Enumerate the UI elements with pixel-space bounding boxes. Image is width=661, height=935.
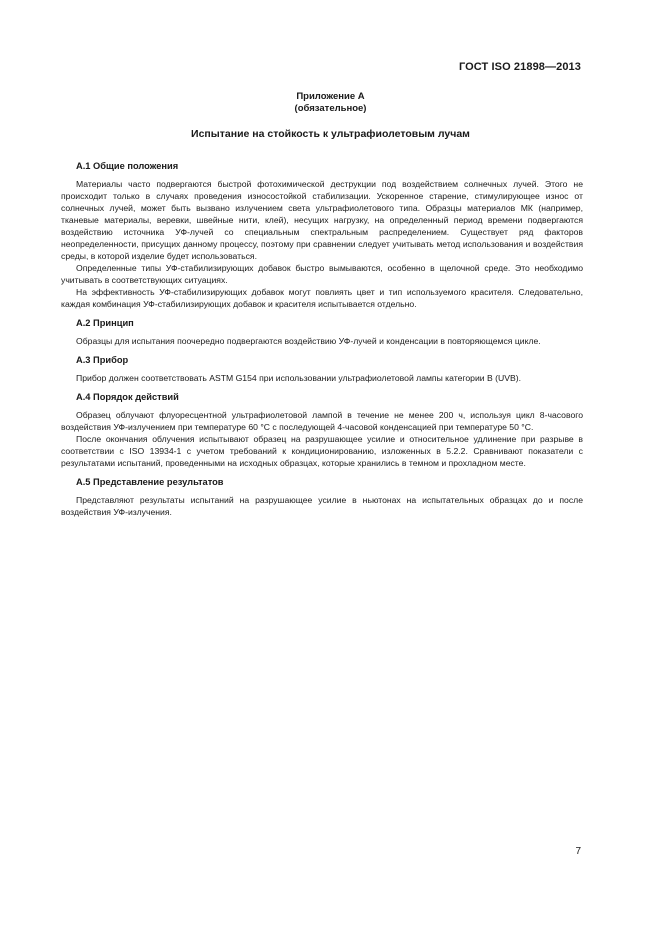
annex-title: Приложение А: [296, 91, 365, 102]
section-heading: А.3 Прибор: [76, 355, 129, 365]
paragraph: После окончания облучения испытывают образец на разрушающее усилие и относительное удлинение при разрыве в соответствии с ISO 13934-1 с учетом требований к кондиционированию, изложенных в 5.2.2. Сравнивают показатели с результатами испытаний, проведенными на исходных образцах, которые хранились в темном и прохладном месте.: [61, 434, 583, 468]
annex-heading: Испытание на стойкость к ультрафиолетовым лучам: [191, 128, 470, 140]
paragraph: Образцы для испытания поочередно подвергаются воздействию УФ-лучей и конденсации в повторяющемся цикле.: [76, 336, 541, 346]
standard-designation: ГОСТ ISO 21898—2013: [458, 61, 581, 73]
page-number: 7: [575, 846, 581, 857]
section-principle: [61, 317, 583, 347]
section-heading: А.1 Общие положения: [76, 161, 179, 171]
annex-caption: [0, 91, 661, 115]
paragraph: Прибор должен соответствовать ASTM G154 при использовании ультрафиолетовой лампы категории В (UVB).: [76, 373, 522, 383]
section-heading: А.2 Принцип: [76, 318, 134, 328]
annex-type: (обязательное): [294, 103, 367, 114]
paragraph: На эффективность УФ-стабилизирующих добавок могут повлиять цвет и тип используемого красителя. Следовательно, каждая комбинация УФ-стабилизирующих добавок и красителя испытывается отдельно.: [61, 287, 583, 309]
section-procedure: [61, 391, 583, 469]
annex-body: [61, 160, 583, 518]
section-heading: А.4 Порядок действий: [76, 392, 179, 402]
paragraph: Материалы часто подвергаются быстрой фотохимической деструкции под воздействием солнечных лучей. Этого не происходит только в случаях проведения износостойкой стабилизации. Ускоренное старение, стимулирующее износ от солнечных лучей, может быть вызвано излучением света ультрафиолетового типа. Образцы материалов МК (например, тканевые материалы, веревки, швейные нити, клей), несущих нагрузку, на определенный период времени подвергаются воздействию источника УФ-лучей со специальным спектральным распределением. Существует ряд факторов неопределенности, присущих данному процессу, поэтому при сравнении следует учитывать метод использования и воздействия среды, в которой изделие будет использоваться.: [61, 179, 583, 261]
paragraph: Образец облучают флуоресцентной ультрафиолетовой лампой в течение не менее 200 ч, используя цикл 8-часового воздействия УФ-излучением при температуре 60 °С с последующей 4-часовой конденсацией при температуре 50 °С.: [61, 410, 583, 432]
paragraph: Представляют результаты испытаний на разрушающее усилие в ньютонах на испытательных образцах до и после воздействия УФ-излучения.: [61, 495, 583, 517]
section-results: [61, 476, 583, 518]
paragraph: Определенные типы УФ-стабилизирующих добавок быстро вымываются, особенно в щелочной среде. Это необходимо учитывать в соответствующих ситуациях.: [61, 263, 583, 285]
section-apparatus: [61, 354, 583, 384]
section-general: [61, 160, 583, 310]
section-heading: А.5 Представление результатов: [76, 477, 224, 487]
